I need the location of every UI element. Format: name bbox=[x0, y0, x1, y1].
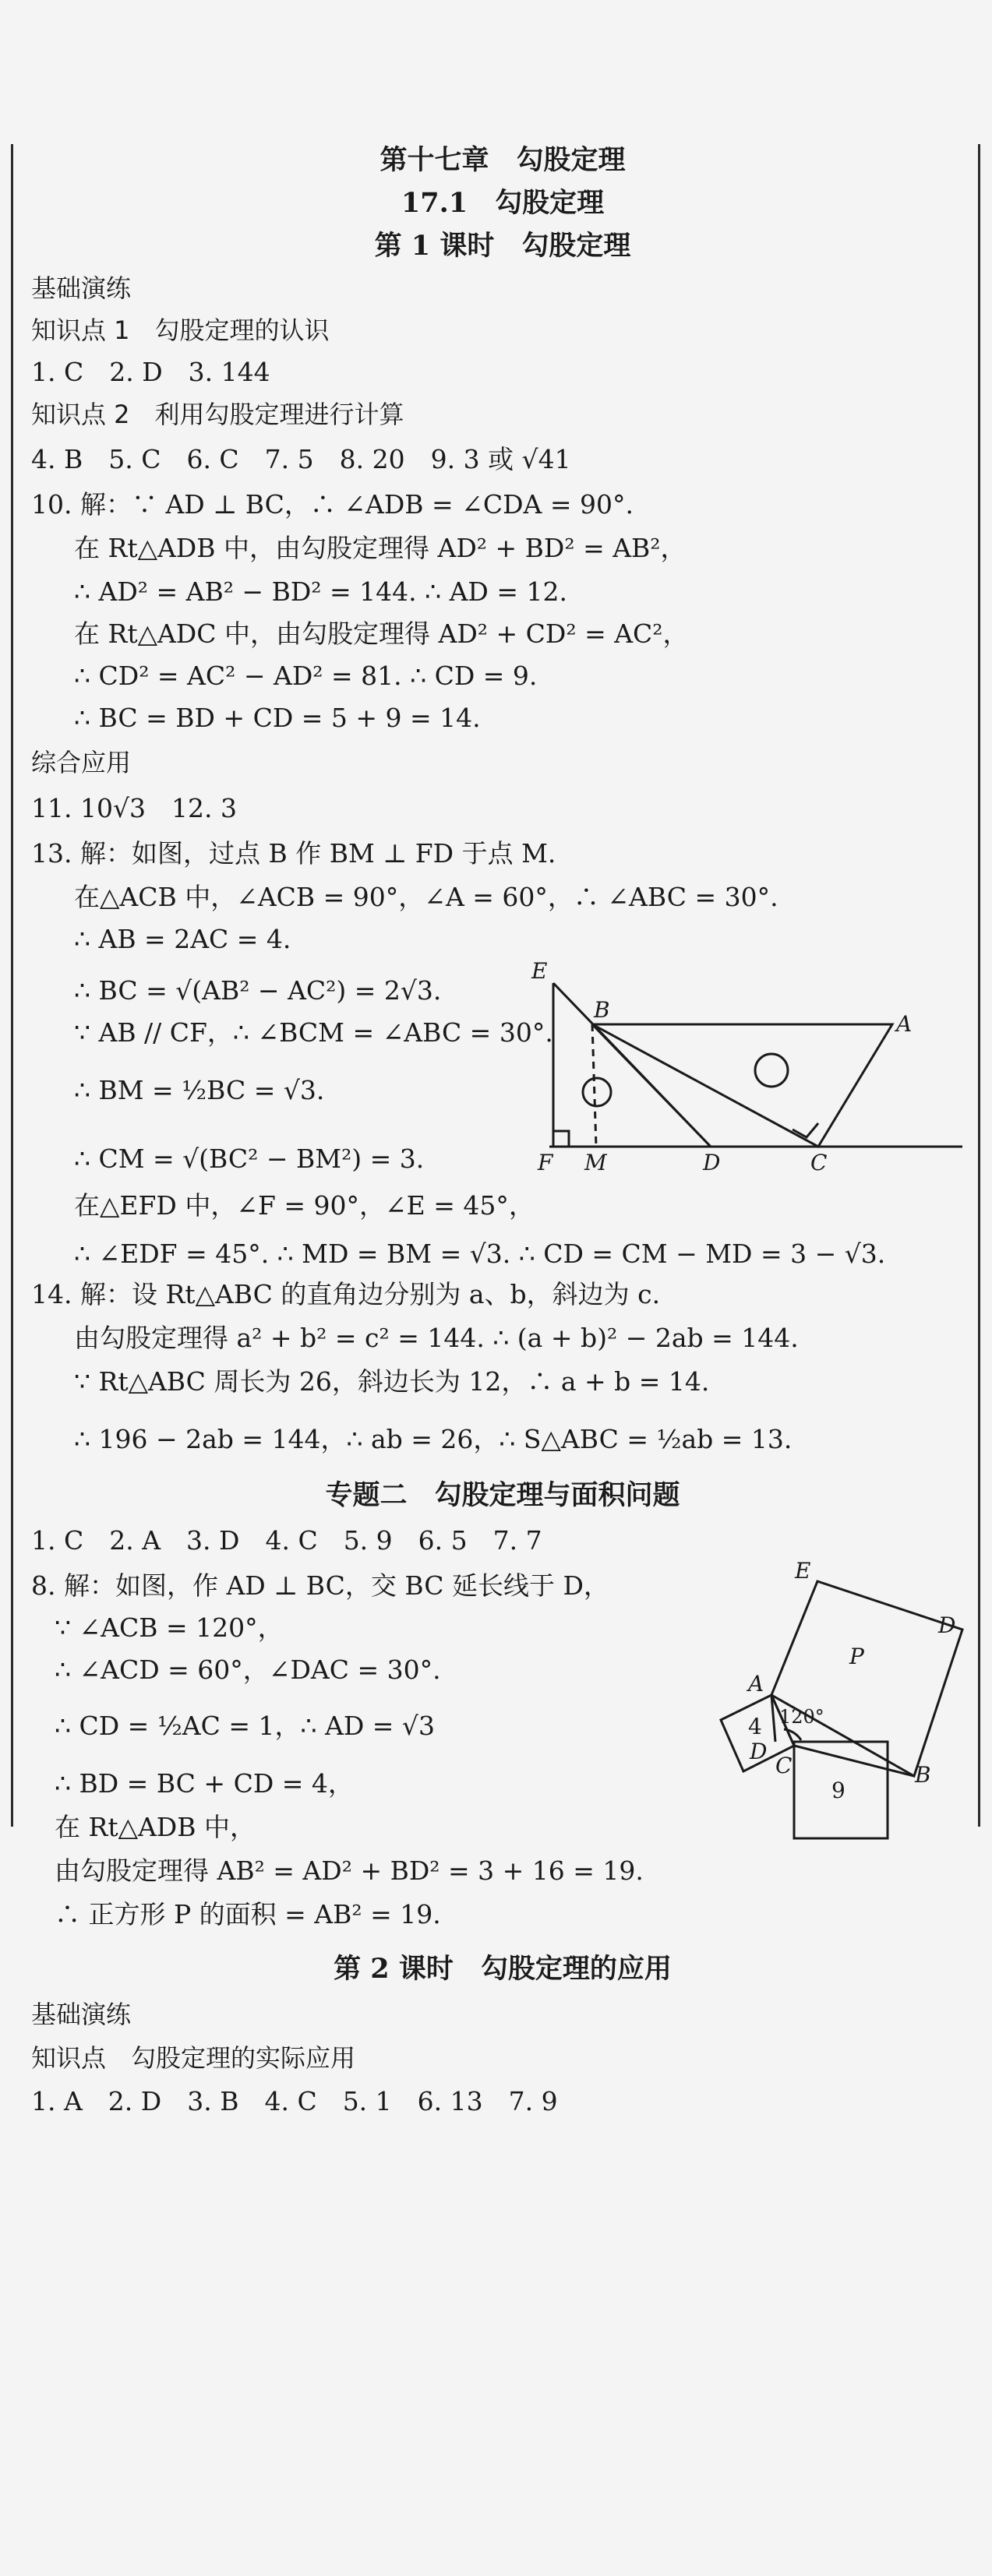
fig8-label-e: E bbox=[795, 1558, 811, 1584]
q10-line: 10. 解：∵ AD ⊥ BC，∴ ∠ADB = ∠CDA = 90°. bbox=[31, 489, 634, 520]
topic2-title: 专题二 勾股定理与面积问题 bbox=[325, 1479, 680, 1511]
fig8-label-c: C bbox=[775, 1753, 793, 1778]
lesson2-title: 第 2 课时 勾股定理的应用 bbox=[334, 1953, 672, 1985]
basic-practice-heading: 基础演练 bbox=[31, 273, 132, 303]
fig13-label-a: A bbox=[896, 1011, 913, 1037]
q8-line: ∴ ∠ACD = 60°，∠DAC = 30°. bbox=[55, 1654, 441, 1685]
knowledge-point-2-title: 知识点 2 利用勾股定理进行计算 bbox=[31, 400, 404, 429]
q11-12-answers: 11. 10√3 12. 3 bbox=[31, 793, 237, 823]
lesson1-title: 第 1 课时 勾股定理 bbox=[374, 230, 631, 262]
chapter-title: 第十七章 勾股定理 bbox=[380, 144, 626, 176]
q13-line: ∴ BM = ½BC = √3. bbox=[74, 1075, 325, 1105]
q13-line: 在△EFD 中，∠F = 90°，∠E = 45°， bbox=[74, 1190, 535, 1221]
q13-line: 在△ACB 中，∠ACB = 90°，∠A = 60°，∴ ∠ABC = 30°. bbox=[74, 882, 778, 912]
knowledge-point-2-answers: 4. B 5. C 6. C 7. 5 8. 20 9. 3 或 √41 bbox=[31, 444, 571, 474]
q13-line: 13. 解：如图，过点 B 作 BM ⊥ FD 于点 M. bbox=[31, 838, 556, 869]
knowledge-point-1-answers: 1. C 2. D 3. 144 bbox=[31, 357, 270, 387]
q10-line: 在 Rt△ADB 中，由勾股定理得 AD² + BD² = AB²， bbox=[74, 533, 687, 563]
fig8-label-d-top: D bbox=[938, 1612, 956, 1638]
q13-line: ∴ BC = √(AB² − AC²) = 2√3. bbox=[74, 975, 442, 1006]
q10-line: ∴ CD² = AC² − AD² = 81. ∴ CD = 9. bbox=[74, 661, 538, 691]
fig8-label-a: A bbox=[748, 1671, 764, 1697]
fig13-label-c: C bbox=[810, 1150, 828, 1175]
q10-line: ∴ AD² = AB² − BD² = 144. ∴ AD = 12. bbox=[74, 576, 567, 607]
lesson2-answers: 1. A 2. D 3. B 4. C 5. 1 6. 13 7. 9 bbox=[31, 2086, 558, 2116]
q8-figure bbox=[31, 0, 974, 1869]
left-margin-line bbox=[11, 144, 13, 1827]
fig8-label-d-bottom: D bbox=[750, 1739, 768, 1764]
lesson2-knowledge-point-title: 知识点 勾股定理的实际应用 bbox=[31, 2043, 356, 2073]
q8-line: 8. 解：如图，作 AD ⊥ BC，交 BC 延长线于 D， bbox=[31, 1570, 609, 1601]
q8-line: 在 Rt△ADB 中， bbox=[55, 1812, 256, 1842]
q10-line: 在 Rt△ADC 中，由勾股定理得 AD² + CD² = AC²， bbox=[74, 618, 689, 649]
answer-page bbox=[31, 0, 974, 2576]
q13-line: ∵ AB // CF，∴ ∠BCM = ∠ABC = 30°. bbox=[74, 1017, 553, 1048]
knowledge-point-1-title: 知识点 1 勾股定理的认识 bbox=[31, 315, 330, 345]
q8-line: ∴ CD = ½AC = 1，∴ AD = √3 bbox=[55, 1711, 435, 1741]
q8-line: ∵ ∠ACB = 120°， bbox=[55, 1612, 284, 1643]
section-title: 17.1 勾股定理 bbox=[401, 187, 605, 219]
q8-line: ∴ BD = BC + CD = 4， bbox=[55, 1768, 354, 1799]
q10-line: ∴ BC = BD + CD = 5 + 9 = 14. bbox=[74, 703, 481, 733]
comprehensive-heading: 综合应用 bbox=[31, 748, 132, 777]
q13-line: ∴ AB = 2AC = 4. bbox=[74, 924, 291, 954]
fig8-label-b: B bbox=[915, 1762, 931, 1788]
q14-line: ∵ Rt△ABC 周长为 26，斜边长为 12，∴ a + b = 14. bbox=[74, 1366, 710, 1397]
fig8-label-4: 4 bbox=[748, 1714, 762, 1739]
q13-line: ∴ CM = √(BC² − BM²) = 3. bbox=[74, 1144, 425, 1174]
fig13-label-d: D bbox=[703, 1150, 721, 1175]
fig13-label-m: M bbox=[584, 1150, 607, 1175]
fig8-label-9: 9 bbox=[831, 1778, 845, 1803]
right-margin-line bbox=[978, 144, 980, 1827]
q14-line: ∴ 196 − 2ab = 144，∴ ab = 26，∴ S△ABC = ½ab = 13. bbox=[74, 1424, 793, 1454]
fig8-label-p: P bbox=[849, 1644, 864, 1669]
fig8-label-120: 120° bbox=[779, 1706, 824, 1728]
q14-line: 14. 解：设 Rt△ABC 的直角边分别为 a、b，斜边为 c. bbox=[31, 1279, 661, 1309]
q13-line: ∴ ∠EDF = 45°. ∴ MD = BM = √3. ∴ CD = CM − MD = 3 − √3. bbox=[74, 1239, 886, 1269]
fig13-label-e: E bbox=[531, 958, 548, 984]
lesson2-basic-practice-heading: 基础演练 bbox=[31, 2000, 132, 2029]
topic2-answers: 1. C 2. A 3. D 4. C 5. 9 6. 5 7. 7 bbox=[31, 1525, 542, 1556]
q8-line: 由勾股定理得 AB² = AD² + BD² = 3 + 16 = 19. bbox=[55, 1855, 644, 1886]
q14-line: 由勾股定理得 a² + b² = c² = 144. ∴ (a + b)² − 2ab = 144. bbox=[74, 1323, 799, 1353]
q8-line: ∴ 正方形 P 的面积 = AB² = 19. bbox=[55, 1899, 441, 1929]
fig13-label-f: F bbox=[538, 1150, 553, 1175]
fig13-label-b: B bbox=[594, 997, 610, 1023]
